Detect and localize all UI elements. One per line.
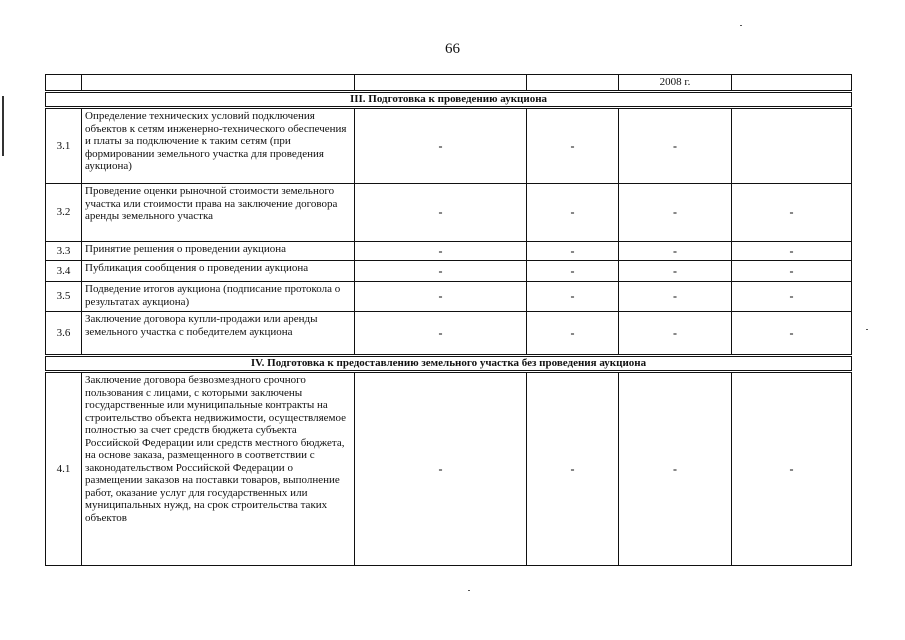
value-cell: - bbox=[355, 282, 527, 312]
row-description: Подведение итогов аукциона (подписание протокола о результатах аукциона) bbox=[82, 282, 355, 312]
row-number: 4.1 bbox=[46, 372, 82, 566]
value-cell: - bbox=[527, 261, 619, 282]
section-title: IV. Подготовка к предоставлению земельного участка без проведения аукциона bbox=[46, 356, 852, 372]
header-cell-year: 2008 г. bbox=[619, 75, 732, 92]
row-description: Заключение договора купли-продажи или аренды земельного участка с победителем аукциона bbox=[82, 312, 355, 356]
table-row bbox=[46, 312, 852, 356]
header-cell bbox=[527, 75, 619, 92]
value-cell: - bbox=[527, 184, 619, 242]
scan-speck bbox=[866, 329, 868, 330]
value-cell: - bbox=[732, 261, 852, 282]
table-row bbox=[46, 282, 852, 312]
value-cell: - bbox=[619, 372, 732, 566]
value-cell: - bbox=[619, 261, 732, 282]
plan-table bbox=[45, 74, 852, 566]
value-cell: - bbox=[619, 312, 732, 356]
row-description: Проведение оценки рыночной стоимости земельного участка или стоимости права на заключение договора аренды земельного участка bbox=[82, 184, 355, 242]
row-number: 3.5 bbox=[46, 282, 82, 312]
section-title: III. Подготовка к проведению аукциона bbox=[46, 92, 852, 108]
table-row bbox=[46, 242, 852, 261]
section-header-row bbox=[46, 356, 852, 372]
value-cell: - bbox=[732, 242, 852, 261]
row-number: 3.4 bbox=[46, 261, 82, 282]
row-description: Публикация сообщения о проведении аукциона bbox=[82, 261, 355, 282]
page-number: 66 bbox=[445, 41, 460, 57]
scan-margin-mark bbox=[2, 96, 4, 156]
value-cell: - bbox=[355, 108, 527, 184]
row-number: 3.1 bbox=[46, 108, 82, 184]
value-cell bbox=[732, 108, 852, 184]
value-cell: - bbox=[355, 312, 527, 356]
value-cell: - bbox=[527, 372, 619, 566]
value-cell: - bbox=[527, 108, 619, 184]
value-cell: - bbox=[355, 242, 527, 261]
section-header-row bbox=[46, 92, 852, 108]
row-number: 3.2 bbox=[46, 184, 82, 242]
row-number: 3.3 bbox=[46, 242, 82, 261]
value-cell: - bbox=[355, 184, 527, 242]
value-cell: - bbox=[619, 184, 732, 242]
table-row bbox=[46, 108, 852, 184]
value-cell: - bbox=[732, 312, 852, 356]
value-cell: - bbox=[732, 372, 852, 566]
header-cell bbox=[355, 75, 527, 92]
value-cell: - bbox=[527, 242, 619, 261]
header-cell bbox=[732, 75, 852, 92]
row-description: Принятие решения о проведении аукциона bbox=[82, 242, 355, 261]
value-cell: - bbox=[732, 184, 852, 242]
row-description: Заключение договора безвозмездного срочного пользования с лицами, с которыми заключены государственные или муниципальные контракты на строительство объекта недвижимости, осуществляемое полностью за счет средств бюджета субъекта Российской Федерации или средств местного бюджета, на основе заказа, размещенного в соответствии с законодательством Российской Федерации о размещении заказов на поставки товаров, выполнение работ, оказание услуг для государственных или муниципальных нужд, на срок строительства таких объектов bbox=[82, 372, 355, 566]
value-cell: - bbox=[619, 108, 732, 184]
value-cell: - bbox=[527, 282, 619, 312]
value-cell: - bbox=[527, 312, 619, 356]
value-cell: - bbox=[732, 282, 852, 312]
row-number: 3.6 bbox=[46, 312, 82, 356]
header-cell bbox=[46, 75, 82, 92]
header-cell bbox=[82, 75, 355, 92]
table-row bbox=[46, 184, 852, 242]
scan-speck bbox=[740, 25, 742, 26]
value-cell: - bbox=[355, 372, 527, 566]
table-row bbox=[46, 261, 852, 282]
table-header-row bbox=[46, 75, 852, 92]
value-cell: - bbox=[619, 282, 732, 312]
table-row bbox=[46, 372, 852, 566]
row-description: Определение технических условий подключения объектов к сетям инженерно-технического обеспечения и платы за подключение к таким сетям (при формировании земельного участка для проведения аукциона) bbox=[82, 108, 355, 184]
value-cell: - bbox=[355, 261, 527, 282]
value-cell: - bbox=[619, 242, 732, 261]
scan-speck bbox=[468, 590, 470, 591]
